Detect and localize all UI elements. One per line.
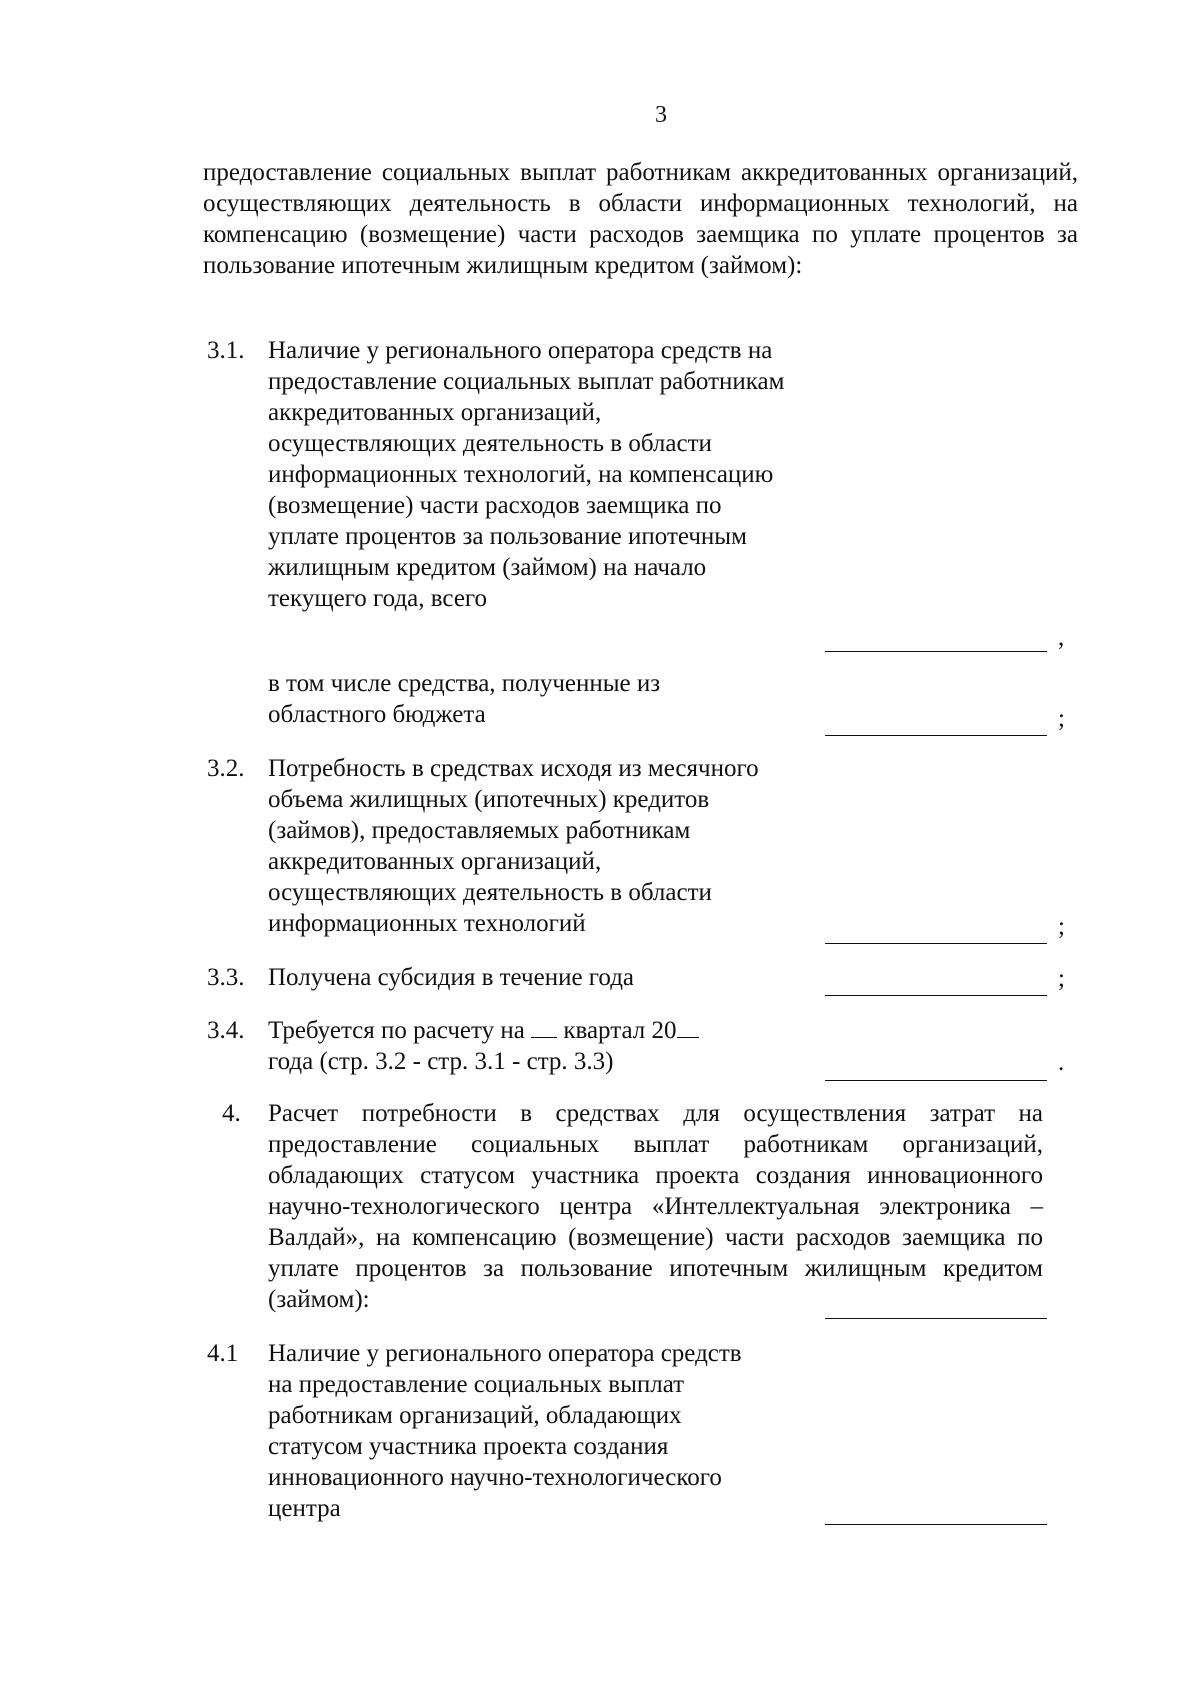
- item-text-3-3: Получена субсидия в течение года: [268, 964, 635, 991]
- item-text-3-1-sub: в том числе средства, полученные из областного бюджета: [268, 670, 661, 728]
- answer-line-3-4: [825, 1080, 1047, 1081]
- item-number-3-4: 3.4.: [207, 1017, 245, 1044]
- item-number-3-3: 3.3.: [207, 964, 245, 991]
- answer-line-4: [825, 1318, 1047, 1319]
- item-punct-3-2: ;: [1058, 913, 1065, 940]
- item-punct-3-4: .: [1058, 1049, 1065, 1076]
- item-number-4: 4.: [222, 1100, 241, 1127]
- item-text-3-1: Наличие у регионального оператора средств на предоставление социальных выплат работникам аккредитованных организаций, осуществляющих деятельность в области информационных технологий, на компенсацию (возмещение) части расходов заемщика по уплате процентов за пользование ипотечным жилищным кредитом (займом) на начало текущего года, всего: [268, 337, 785, 612]
- quarter-blank: [531, 1017, 557, 1038]
- item-punct-3-1: ,: [1058, 624, 1065, 651]
- item-text-4: Расчет потребности в средствах для осуществления затрат на предоставление социальных выплат работникам организаций, обладающих статусом участника проекта создания инновационного научно-технологического центра «Интеллектуальная электроника – Валдай», на компенсацию (возмещение) части расходов заемщика по уплате процентов за пользование ипотечным жилищным кредитом (займом):: [268, 1100, 1043, 1313]
- item-text-3-4-part-b: квартал 20: [563, 1017, 677, 1044]
- page-number: 3: [655, 102, 667, 128]
- item-text-3-2: Потребность в средствах исходя из месячного объема жилищных (ипотечных) кредитов (займов), предоставляемых работникам аккредитованных организаций, осуществляющих деятельность в области информационных технологий: [268, 755, 759, 937]
- answer-line-3-2: [825, 943, 1047, 944]
- answer-line-3-3: [825, 995, 1047, 996]
- answer-line-4-1: [825, 1524, 1047, 1525]
- intro-paragraph: предоставление социальных выплат работникам аккредитованных организаций, осуществляющих деятельность в области информационных технологий, на компенсацию (возмещение) части расходов заемщика по уплате процентов за пользование ипотечным жилищным кредитом (займом):: [203, 159, 1078, 279]
- item-text-4-1: Наличие у регионального оператора средств на предоставление социальных выплат работникам организаций, обладающих статусом участника проекта создания инновационного научно-технологического центра: [268, 1340, 742, 1522]
- item-text-3-4: [268, 1015, 788, 1077]
- answer-line-3-1-sub: [825, 735, 1047, 736]
- item-punct-3-3: ;: [1058, 965, 1065, 992]
- year-blank: [677, 1017, 699, 1038]
- item-text-3-4-part-c: года (стр. 3.2 - стр. 3.1 - стр. 3.3): [268, 1048, 614, 1075]
- answer-line-3-1: [825, 651, 1047, 652]
- item-text-3-4-part-a: Требуется по расчету на: [268, 1017, 525, 1044]
- item-punct-3-1-sub: ;: [1058, 705, 1065, 732]
- item-number-3-2: 3.2.: [207, 755, 245, 782]
- item-number-4-1: 4.1: [207, 1340, 239, 1367]
- item-number-3-1: 3.1.: [207, 337, 245, 364]
